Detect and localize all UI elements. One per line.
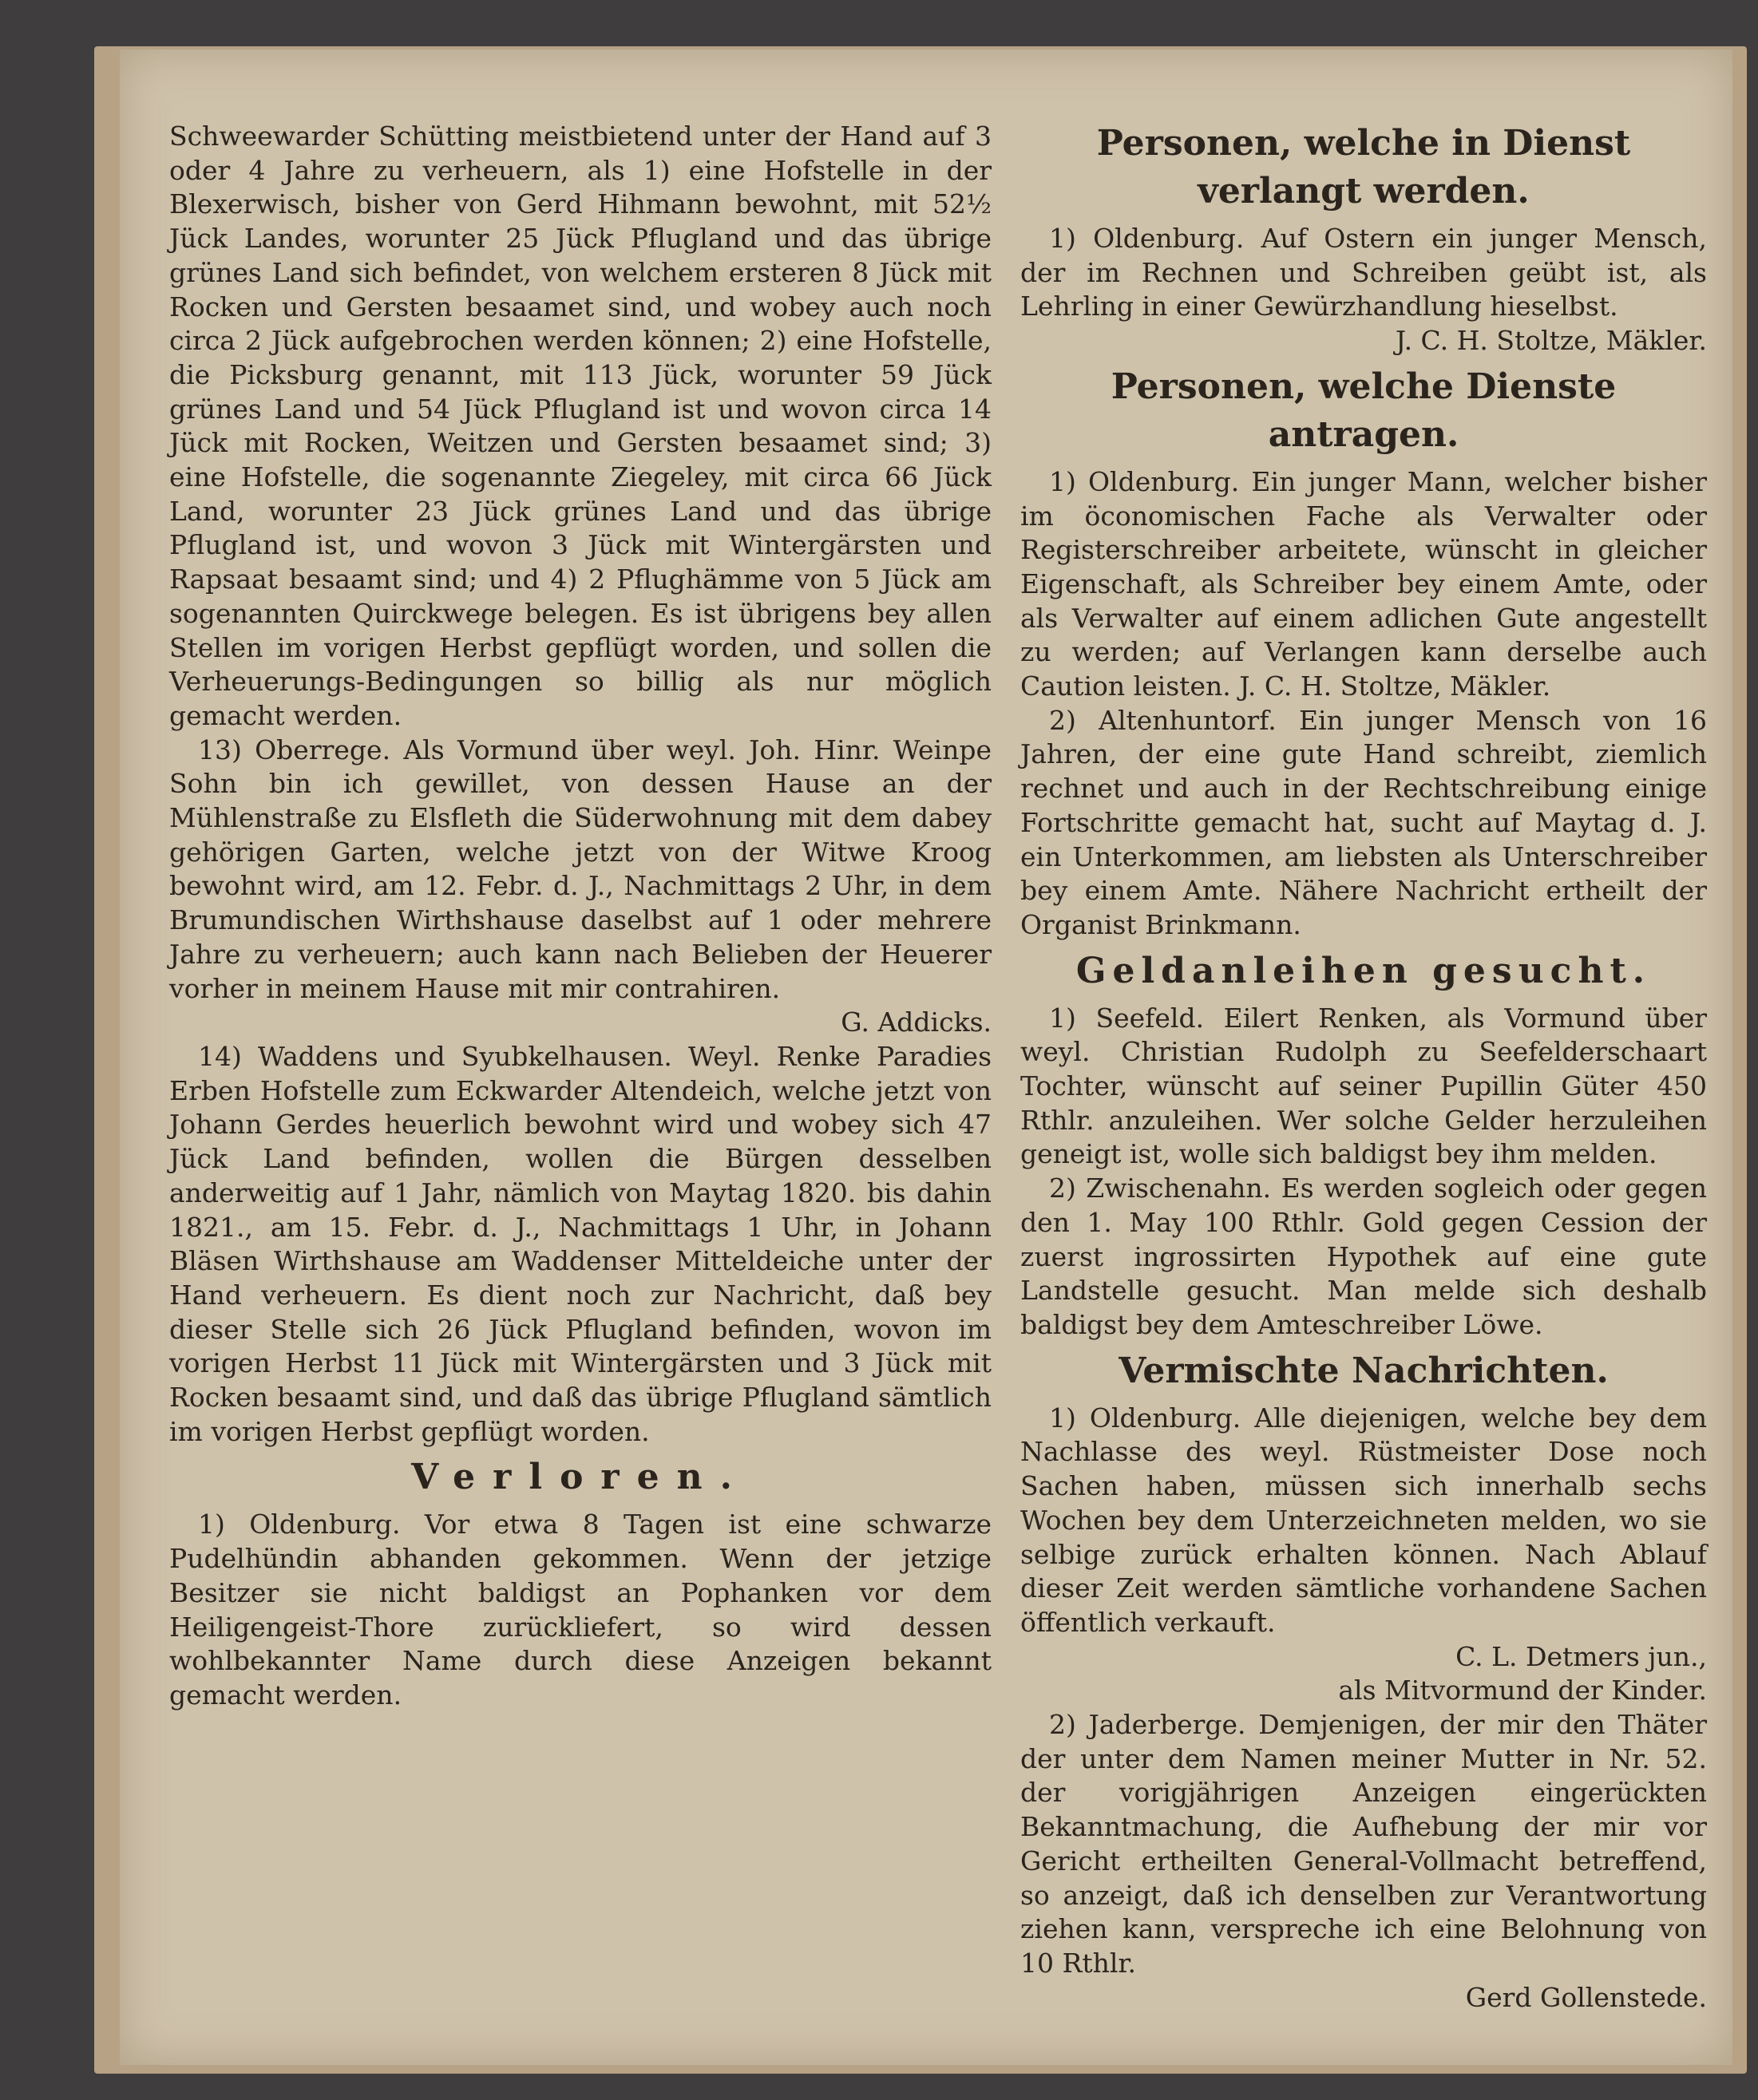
signature-addicks: G. Addicks. [841, 1006, 992, 1038]
heading-dienste-antragen: Personen, welche Dienste antragen. [1111, 366, 1617, 455]
signature-gollenstede: Gerd Gollenstede. [1465, 1981, 1707, 2013]
notice-nachlass: 1) Oldenburg. Alle diejenigen, welche bey dem Nachlasse des weyl. Rüstmeister Dose noch Sachen haben, müssen sich innerhalb sechs Wochen bey dem Unterzeichneten melden, wo sie selbige zurück erhalten können. Nach Ablauf dieser Zeit werden sämtliche vorhandene Sachen öffentlich verkauft. [1020, 1402, 1707, 1638]
notice-oberrege: 13) Oberrege. Als Vormund über weyl. Joh. Hinr. Weinpe Sohn bin ich gewillet, von dessen Hause an der Mühlenstraße zu Elsfleth die Süderwohnung mit dem dabey gehörigen Garten, welche jetzt von der Witwe Kroog bewohnt wird, am 12. Febr. d. J., Nachmittags 2 Uhr, in dem Brumundischen Wirthshause daselbst auf 1 oder mehrere Jahre zu verheuern; auch kann nach Belieben der Heuerer vorher in meinem Hause mit mir contrahiren. [169, 734, 992, 1004]
notice-seefeld: 1) Seefeld. Eilert Renken, als Vormund über weyl. Christian Rudolph zu Seefelderschaart Tochter, wünscht auf seiner Pupillin Güter 450 Rthlr. anzuleihen. Wer solche Gelder herzuleihen geneigt ist, wolle sich baldigst bey ihm melden. [1020, 1002, 1707, 1170]
notice-schweewarder: Schweewarder Schütting meistbietend unter der Hand auf 3 oder 4 Jahre zu verheuern, als 1) eine Hofstelle in der Blexerwisch, bisher von Gerd Hihmann bewohnt, mit 52½ Jück Landes, worunter 25 Jück Pflugland und das übrige grünes Land sich befindet, von welchem ersteren 8 Jück mit Rocken und Gersten besaamet sind, und wobey auch noch circa 2 Jück aufgebrochen werden können; 2) eine Hofstelle, die Picksburg genannt, mit 113 Jück, worunter 59 Jück grünes Land und 54 Jück Pflugland ist und wovon circa 14 Jück mit Rocken, Weitzen und Gersten besaamet sind; 3) eine Hofstelle, die sogenannte Ziegeley, mit circa 66 Jück Land, worunter 23 Jück grünes Land und das übrige Pflugland ist, und wovon 3 Jück mit Wintergärsten und Rapsaat besaamt sind; und 4) 2 Pflughämme von 5 Jück am sogenannten Quirckwege belegen. Es ist übrigens bey allen Stellen im vorigen Herbst gepflügt worden, und sollen die Verheuerungs-Bedingungen so billig als nur möglich gemacht werden. [169, 121, 992, 731]
notice-lehrling: 1) Oldenburg. Auf Ostern ein junger Mensch, der im Rechnen und Schreiben geübt ist, als Lehrling in einer Gewürzhandlung hieselbst. [1020, 223, 1707, 322]
signature-detmers: C. L. Detmers jun., [1455, 1640, 1707, 1672]
notice-jaderberge: 2) Jaderberge. Demjenigen, der mir den Thäter der unter dem Namen meiner Mutter in Nr. 52. der vorigjährigen Anzeigen eingerückten Bekanntmachung, die Aufhebung der mir vor Gericht ertheilten General-Vollmacht betreffend, so anzeigt, daß ich denselben zur Verantwortung ziehen kann, verspreche ich eine Belohnung von 10 Rthlr. [1020, 1709, 1707, 1979]
notice-lost-dog: 1) Oldenburg. Vor etwa 8 Tagen ist eine schwarze Pudelhündin abhanden gekommen. Wenn der jetzige Besitzer sie nicht baldigst an Pophanken vor dem Heiligengeist-Thore zurückliefert, so wird dessen wohlbekannter Name durch diese Anzeigen bekannt gemacht werden. [169, 1509, 992, 1710]
heading-vermischte: Vermischte Nachrichten. [1119, 1350, 1609, 1391]
notice-verwalter: 1) Oldenburg. Ein junger Mann, welcher bisher im öconomischen Fache als Verwalter oder Registerschreiber arbeitete, wünscht in gleicher Eigenschaft, als Schreiber bey einem Amte, oder als Verwalter auf einem adlichen Gute angestellt zu werden; auf Verlangen kann derselbe auch Caution leisten. J. C. H. Stoltze, Mäkler. [1020, 465, 1707, 702]
heading-verloren: Verloren. [411, 1457, 750, 1498]
notice-altenhuntorf: 2) Altenhuntorf. Ein junger Mensch von 16 Jahren, der eine gute Hand schreibt, ziemlich rechnet und auch in der Rechtschreibung einige Fortschritte gemacht hat, sucht auf Maytag d. J. ein Unterkommen, am liebsten als Unterschreiber bey einem Amte. Nähere Nachricht ertheilt der Organist Brinkmann. [1020, 704, 1707, 940]
notice-waddens: 14) Waddens und Syubkelhausen. Weyl. Renke Paradies Erben Hofstelle zum Eckwarder Altendeich, welche jetzt von Johann Gerdes heuerlich bewohnt wird und wobey sich 47 Jück Land befinden, wollen die Bürgen desselben anderweitig auf 1 Jahr, nämlich von Maytag 1820. bis dahin 1821., am 15. Febr. d. J., Nachmittags 1 Uhr, in Johann Bläsen Wirthshause am Waddenser Mitteldeiche unter der Hand verheuern. Es dient noch zur Nachricht, daß bey dieser Stelle sich 26 Jück Pflugland befinden, wovon im vorigen Herbst 11 Jück mit Wintergärsten und 3 Jück mit Rocken besaamt sind, und daß das übrige Pflugland sämtlich im vorigen Herbst gepflügt worden. [169, 1040, 992, 1447]
left-column [169, 120, 992, 1713]
signature-stoltze: J. C. H. Stoltze, Mäkler. [1395, 325, 1707, 357]
notice-zwischenahn: 2) Zwischenahn. Es werden sogleich oder gegen den 1. May 100 Rthlr. Gold gegen Cession der zuerst ingrossirten Hypothek auf eine gute Landstelle gesucht. Man melde sich deshalb baldigst bey dem Amteschreiber Löwe. [1020, 1173, 1707, 1340]
right-column [1020, 120, 1707, 2015]
heading-dienst-verlangt: Personen, welche in Dienst verlangt werden. [1096, 123, 1631, 212]
heading-geldanleihen: Geldanleihen gesucht. [1075, 950, 1652, 991]
signature-mitvormund: als Mitvormund der Kinder. [1338, 1675, 1707, 1706]
